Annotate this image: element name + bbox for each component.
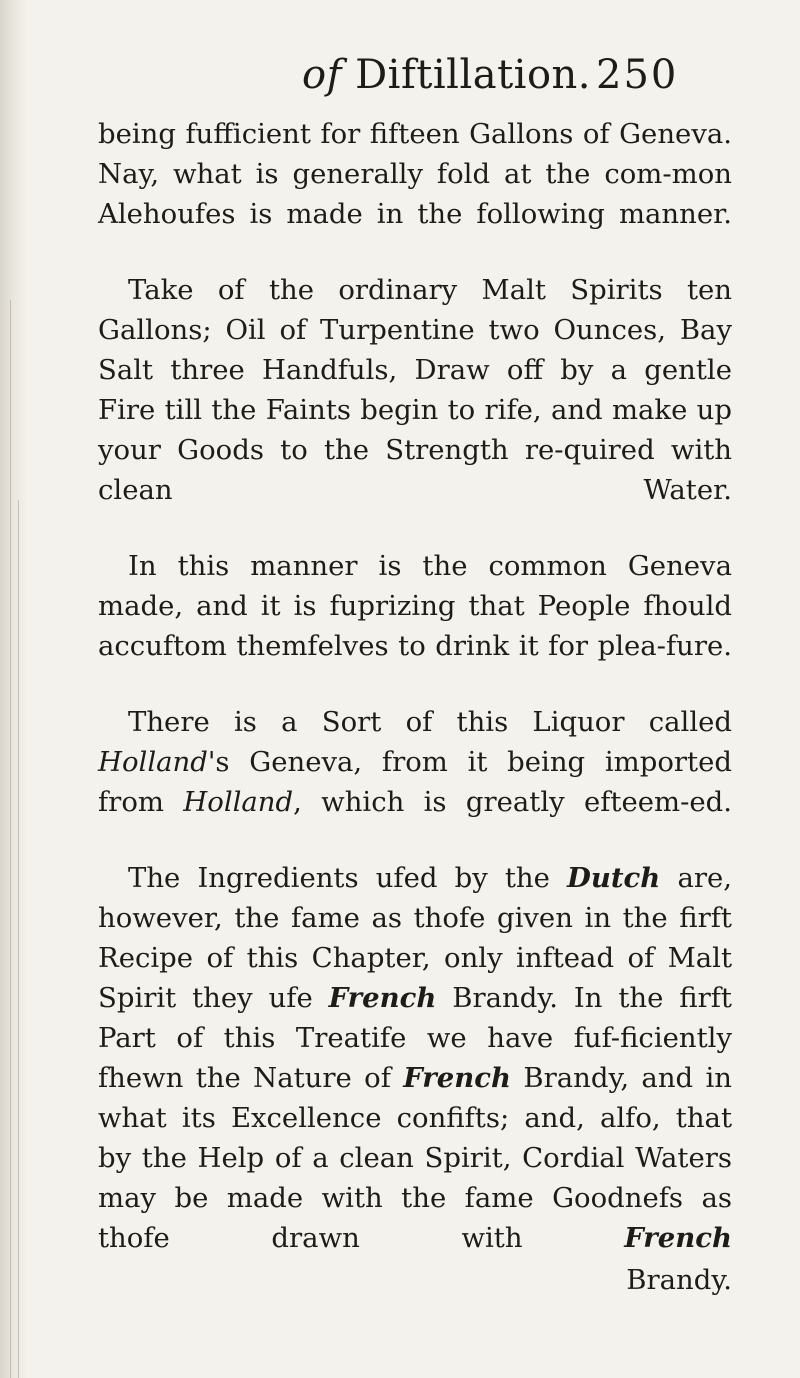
paragraph-3 xyxy=(98,546,732,666)
paragraph-5-text: Brandy. In the firft Part of this Treatife we have fuf-ficiently fhewn the Nature of xyxy=(98,982,732,1094)
paragraph-4 xyxy=(98,702,732,822)
body-text xyxy=(98,114,732,1300)
page-number: 250 xyxy=(596,52,679,98)
paragraph-4-text: There is a Sort of this Liquor called xyxy=(128,706,732,738)
italic-french: French xyxy=(624,1222,732,1254)
italic-holland: Holland xyxy=(183,786,294,818)
paragraph-2 xyxy=(98,270,732,510)
catchword: Brandy. xyxy=(626,1264,732,1296)
italic-french: French xyxy=(403,1062,512,1094)
paragraph-5-text: are, however, the fame as thofe given in the firft Recipe of this Chapter, only inftead of Malt Spirit they ufe xyxy=(98,862,732,1014)
paragraph-1 xyxy=(98,114,732,234)
italic-dutch: Dutch xyxy=(567,862,661,894)
paragraph-5 xyxy=(98,858,732,1258)
italic-holland: Holland xyxy=(98,746,208,778)
running-title-text: Diftillation. xyxy=(355,52,592,98)
paragraph-1-text: being fufficient for fifteen Gallons of Geneva. Nay, what is generally fold at the com-mon Alehoufes is made in the following manner. xyxy=(98,118,732,230)
paragraph-3-text: In this manner is the common Geneva made, and it is fuprizing that People fhould accuftom themfelves to drink it for plea-fure. xyxy=(98,550,732,662)
italic-french: French xyxy=(328,982,437,1014)
running-title-of: of xyxy=(302,52,342,98)
paragraph-4-text: 's Geneva, from it being imported from xyxy=(98,746,732,818)
paragraph-4-text: , which is greatly efteem-ed. xyxy=(293,786,732,818)
paragraph-2-text: Take of the ordinary Malt Spirits ten Gallons; Oil of Turpentine two Ounces, Bay Salt three Handfuls, Draw off by a gentle Fire till the Faints begin to rife, and make up your Goods to the Strength re-quired with clean Water. xyxy=(98,274,732,506)
paragraph-5-text: Brandy, and in what its Excellence confifts; and, alfo, that by the Help of a clean Spirit, Cordial Waters may be made with the fame Goodnefs as thofe drawn with xyxy=(98,1062,732,1254)
running-head xyxy=(0,40,800,110)
running-title xyxy=(302,40,591,110)
paragraph-5-text: The Ingredients ufed by the xyxy=(128,862,550,894)
